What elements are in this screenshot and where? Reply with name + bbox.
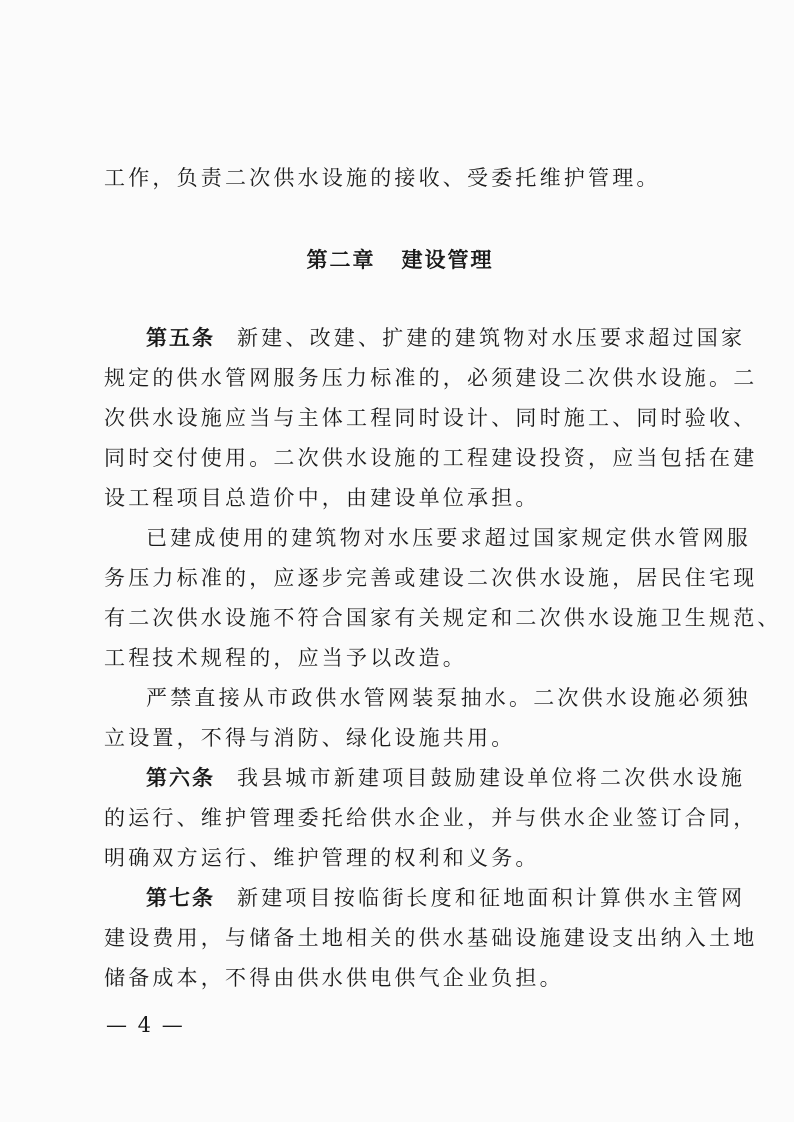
article-line: 储备成本，不得由供水供电供气企业负担。 <box>104 966 564 990</box>
article-line: 务压力标准的，应逐步完善或建设二次供水设施，居民住宅现 <box>104 566 758 590</box>
article-line: 已建成使用的建筑物对水压要求超过国家规定供水管网服 <box>146 526 751 550</box>
article-five <box>104 318 758 518</box>
article-line: 同时交付使用。二次供水设施的工程建设投资，应当包括在建 <box>104 446 758 470</box>
chapter-number: 第二章 <box>306 248 376 272</box>
article-line: 建设费用，与储备土地相关的供水基础设施建设支出纳入土地 <box>104 926 758 950</box>
page-number: — 4 — <box>106 1013 185 1037</box>
article-line: 新建项目按临街长度和征地面积计算供水主管网 <box>237 886 746 910</box>
continuation-line: 工作，负责二次供水设施的接收、受委托维护管理。 <box>104 166 661 190</box>
article-line: 立设置，不得与消防、绿化设施共用。 <box>104 726 516 750</box>
chapter-heading <box>104 240 696 280</box>
article-line: 次供水设施应当与主体工程同时设计、同时施工、同时验收、 <box>104 406 758 430</box>
article-line: 工程技术规程的，应当予以改造。 <box>104 646 467 670</box>
article-five-paragraph-three <box>104 678 751 758</box>
article-five-paragraph-two <box>104 518 782 678</box>
article-label: 第七条 <box>146 886 215 910</box>
article-line: 的运行、维护管理委托给供水企业，并与供水企业签订合同， <box>104 806 758 830</box>
article-label: 第六条 <box>146 766 215 790</box>
article-line: 设工程项目总造价中，由建设单位承担。 <box>104 486 540 510</box>
article-line: 有二次供水设施不符合国家有关规定和二次供水设施卫生规范、 <box>104 606 782 630</box>
article-seven <box>104 878 758 998</box>
article-line: 明确双方运行、维护管理的权利和义务。 <box>104 846 540 870</box>
article-line: 严禁直接从市政供水管网装泵抽水。二次供水设施必须独 <box>146 686 751 710</box>
article-line: 规定的供水管网服务压力标准的，必须建设二次供水设施。二 <box>104 366 758 390</box>
document-body <box>104 158 782 998</box>
article-line: 新建、改建、扩建的建筑物对水压要求超过国家 <box>237 326 746 350</box>
article-label: 第五条 <box>146 326 215 350</box>
chapter-title: 建设管理 <box>401 248 494 272</box>
article-six <box>104 758 758 878</box>
article-line: 我县城市新建项目鼓励建设单位将二次供水设施 <box>237 766 746 790</box>
